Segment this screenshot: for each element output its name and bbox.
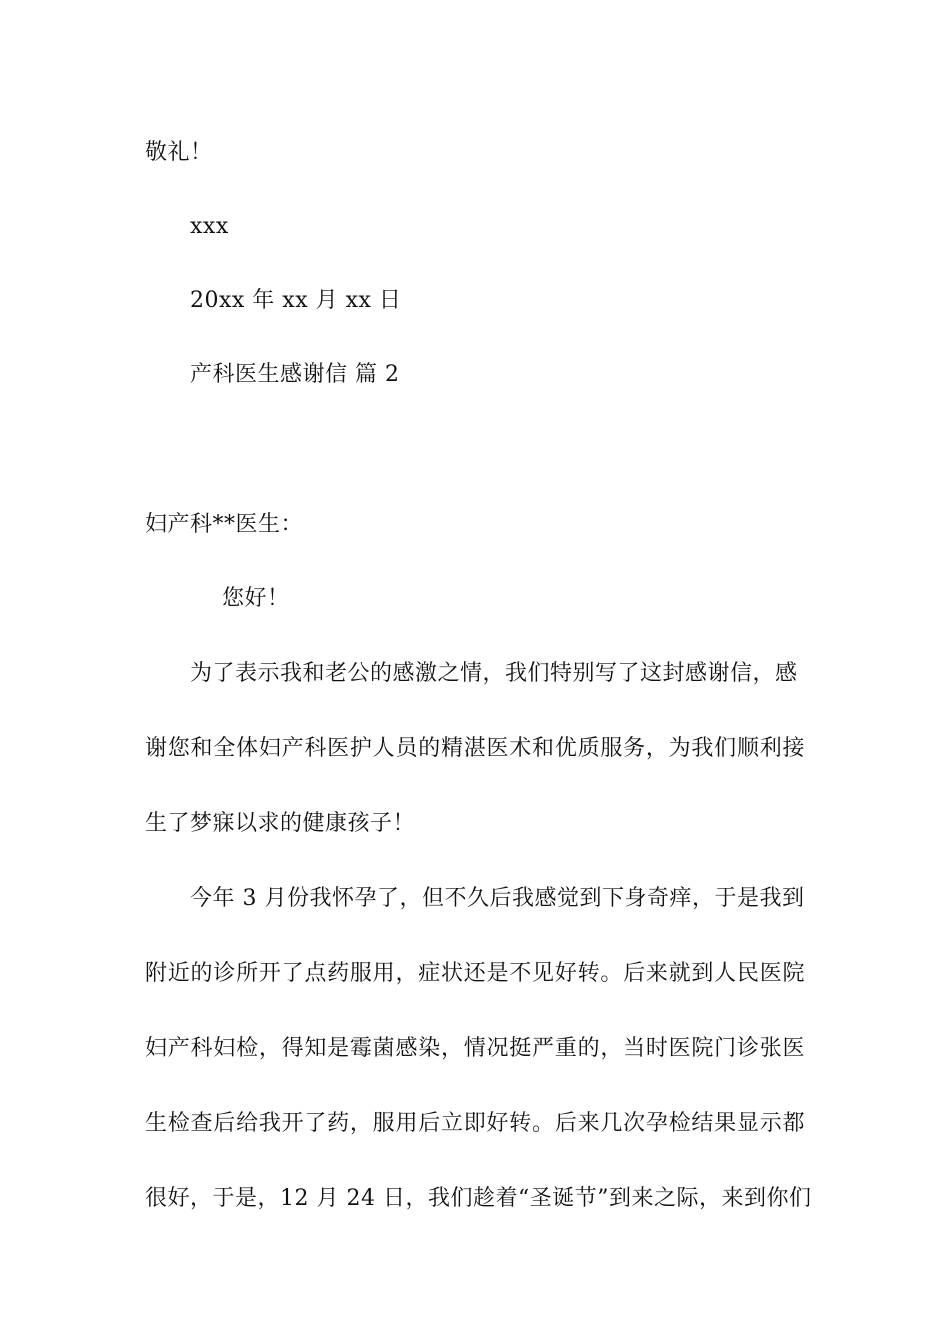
paragraph-1-line-3: 生了梦寐以求的健康孩子！ bbox=[145, 811, 416, 836]
section-title: 产科医生感谢信 篇 2 bbox=[190, 362, 400, 387]
greeting-text: 您好！ bbox=[222, 586, 290, 611]
signature-text: xxx bbox=[190, 214, 229, 239]
date-text: 20xx 年 xx 月 xx 日 bbox=[190, 288, 402, 313]
paragraph-2-line-5: 很好，于是，12 月 24 日，我们趁着“圣诞节”到来之际，来到你们 bbox=[145, 1186, 812, 1211]
salutation-text: 妇产科**医生： bbox=[145, 512, 304, 537]
paragraph-2-line-3: 妇产科妇检，得知是霉菌感染，情况挺严重的，当时医院门诊张医 bbox=[145, 1036, 805, 1061]
paragraph-1-line-2: 谢您和全体妇产科医护人员的精湛医术和优质服务，为我们顺利接 bbox=[145, 736, 805, 761]
paragraph-2-line-4: 生检查后给我开了药，服用后立即好转。后来几次孕检结果显示都 bbox=[145, 1111, 805, 1136]
closing-text: 敬礼！ bbox=[145, 140, 213, 165]
paragraph-2-line-1: 今年 3 月份我怀孕了，但不久后我感觉到下身奇痒，于是我到 bbox=[190, 886, 805, 911]
paragraph-1-line-1: 为了表示我和老公的感激之情，我们特别写了这封感谢信，感 bbox=[190, 661, 798, 686]
paragraph-2-line-2: 附近的诊所开了点药服用，症状还是不见好转。后来就到人民医院 bbox=[145, 961, 805, 986]
